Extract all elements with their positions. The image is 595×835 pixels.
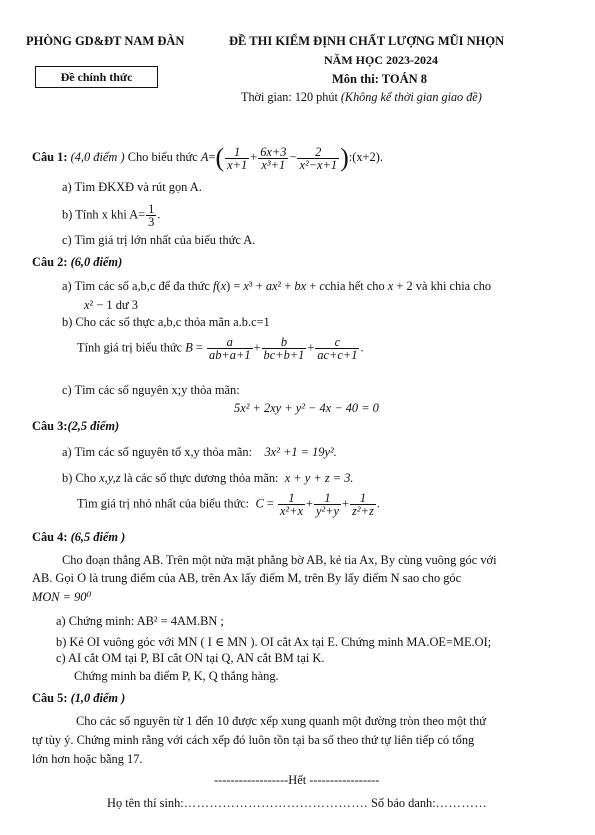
q5-title: Câu 5: [32, 691, 68, 705]
q4-part-a: a) Chứng minh: AB² = 4AM.BN ; [56, 614, 224, 628]
q4-part-c-cont: Chứng minh ba điểm P, K, Q thẳng hàng. [74, 669, 279, 683]
q3-title: Câu 3: [32, 419, 68, 433]
q2-title: Câu 2: [32, 255, 68, 269]
q2-part-a: a) Tìm các số a,b,c để đa thức f(x) = x³ + ax² + bx + cchia hết cho x + 2 và khi chia cho [62, 279, 492, 293]
q5-points: (1,0 điểm ) [70, 691, 126, 705]
q2-part-c-eq: 5x² + 2xy + y² − 4x − 40 = 0 [234, 401, 379, 415]
q1-part-a: a) Tìm ĐKXĐ và rút gọn A. [62, 180, 202, 194]
time-line [241, 90, 482, 105]
q1-title: Câu 1: [32, 149, 68, 164]
q5-heading [32, 691, 125, 706]
q4-title: Câu 4: [32, 530, 68, 544]
q2-part-b: b) Cho các số thực a,b,c thỏa mãn a.b.c=1 [62, 315, 270, 329]
q1-intro: Cho biểu thức [127, 149, 198, 164]
q1-points: (4,0 điểm ) [70, 149, 125, 164]
q2-points: (6,0 điểm) [70, 255, 123, 269]
q5-para-2: tự tùy ý. Chứng minh rằng với cách xếp đó luôn tồn tại ba số theo thứ tự liên tiếp có tổng [32, 733, 475, 747]
q4-heading [32, 530, 125, 545]
q1-part-c: c) Tìm giá trị lớn nhất của biểu thức A. [62, 233, 256, 247]
q1-part-b: b) Tính x khi A= $\frac{1}{3}$ . [62, 202, 161, 229]
q1-expression: A=( $\frac{1}{x+1}$ + $\frac{6x+3}{\text{x³+1}}$ − $\frac{2}{\text{x²−x+1}}$ ):(x+2). [200, 143, 383, 172]
subject-line: Môn thi: TOÁN 8 [332, 72, 428, 86]
q1-statement [32, 145, 383, 171]
q2-part-b-expr: Tính giá trị biểu thức B = $\frac{a}{ab+a+1}$ + $\frac{b}{bc+b+1}$ + $\frac{c}{ac+c+1}$ . [77, 335, 364, 362]
name-dots: ……………………………………. [183, 796, 368, 810]
q4-part-b: b) Kẻ OI vuông góc với MN ( I ∈ MN ). OI cắt Ax tại E. Chứng minh MA.OE=ME.OI; [56, 635, 492, 649]
q2-heading [32, 255, 122, 270]
official-badge: Đề chính thức [35, 66, 158, 88]
q4-para-1: Cho đoạn thẳng AB. Trên một nửa mặt phẳng bờ AB, kẻ tia Ax, By cùng vuông góc với [62, 553, 497, 567]
id-dots: ………… [435, 796, 488, 810]
q4-para-3: MON = 90⁰ [32, 590, 92, 604]
id-label: Số báo danh: [370, 796, 436, 810]
end-marker: ------------------Hết ----------------- [214, 773, 380, 787]
time-note: (Không kể thời gian giao đề) [340, 90, 482, 104]
q3-points: (2,5 điểm) [67, 419, 120, 433]
q3-part-b-expr: Tìm giá trị nhỏ nhất của biểu thức: C = $\frac{1}{\text{x²+x}}$ + $\frac{1}{\text{y²+y}}$ + $\frac{1}{\text{z²+z}}$ . [77, 491, 380, 518]
q4-para-2: AB. Gọi O là trung điểm của AB, trên Ax lấy điểm M, trên By lấy điểm N sao cho góc [32, 571, 462, 585]
q4-part-c: c) AI cắt OM tại P, BI cắt ON tại Q, AN cắt BM tại K. [56, 651, 325, 665]
q5-para-3: lớn hơn hoặc bằng 17. [32, 752, 143, 766]
q3-heading [32, 419, 119, 434]
q2-part-c: c) Tìm các số nguyên x;y thỏa mãn: [62, 383, 240, 397]
school-year: NĂM HỌC 2023-2024 [324, 53, 438, 67]
q3-part-a: a) Tìm các số nguyên tố x,y thỏa mãn: 3x² +1 = 19y². [62, 445, 337, 459]
time-label: Thời gian: 120 phút [241, 90, 338, 104]
candidate-line [107, 796, 487, 811]
name-label: Họ tên thí sinh: [107, 796, 184, 810]
exam-title: ĐỀ THI KIỂM ĐỊNH CHẤT LƯỢNG MŨI NHỌN [229, 34, 505, 48]
q3-part-b: b) Cho x,y,z là các số thực dương thỏa mãn: x + y + z = 3. [62, 471, 354, 485]
department-title: PHÒNG GD&ĐT NAM ĐÀN [26, 34, 185, 48]
q2-part-a-cont: x² − 1 dư 3 [84, 298, 138, 312]
q4-points: (6,5 điểm ) [70, 530, 126, 544]
q5-para-1: Cho các số nguyên từ 1 đến 10 được xếp xung quanh một đường tròn theo một thứ [76, 714, 486, 728]
